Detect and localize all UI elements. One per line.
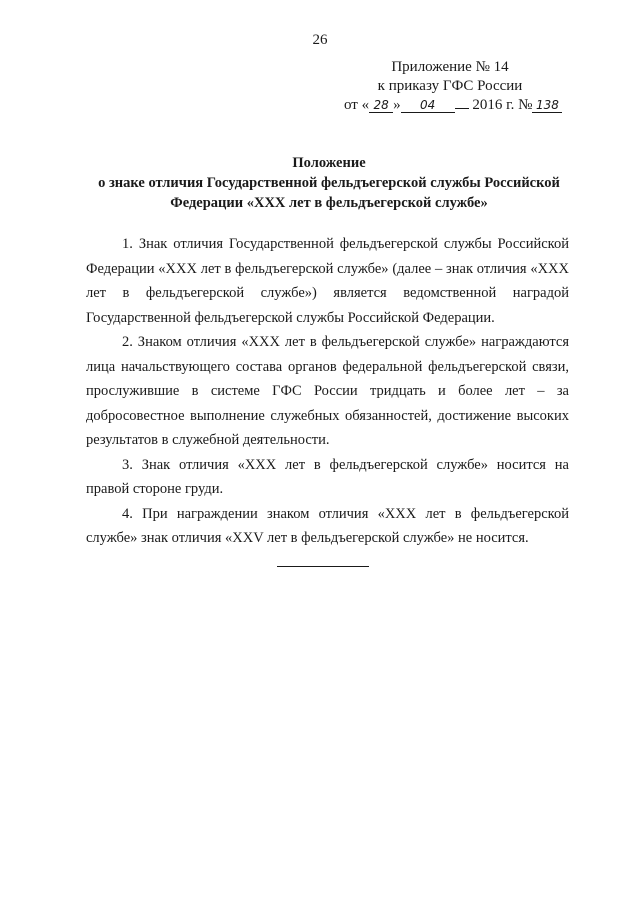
document-title <box>80 153 578 213</box>
handwritten-day: 28 <box>369 98 393 113</box>
document-body <box>86 232 569 551</box>
date-mid: » <box>393 97 401 113</box>
handwritten-order-number: 138 <box>532 98 562 113</box>
paragraph-4: 4. При награждении знаком отличия «ХХХ лет в фельдъегерской службе» знак отличия «XXV лет в фельдъегерской службе» не носится. <box>86 505 569 546</box>
date-year: 2016 г. № <box>472 97 533 113</box>
handwritten-month: 04 <box>401 98 455 113</box>
paragraph-2: 2. Знаком отличия «ХХХ лет в фельдъегерской службе» награждаются лица начальствующего состава органов федеральной фельдъегерской связи, прослужившие в системе ГФС России тридцать и более лет – за добросовестное выполнение служебных обязанностей, достижение высоких результатов в служебной деятельности. <box>86 334 569 448</box>
date-blank-line <box>455 96 469 109</box>
title-line-1: Положение <box>292 155 366 171</box>
appendix-order-reference: к приказу ГФС России <box>377 78 523 94</box>
date-prefix: от « <box>344 97 370 113</box>
title-line-2: о знаке отличия Государственной фельдъегерской службы Российской <box>98 175 560 191</box>
paragraph-1: 1. Знак отличия Государственной фельдъегерской службы Российской Федерации «ХХХ лет в фельдъегерской службе» (далее – знак отличия «ХХХ лет в фельдъегерской службе») является ведомственной наградой Государственной фельдъегерской службы Российской Федерации. <box>86 236 569 326</box>
title-line-3: Федерации «ХХХ лет в фельдъегерской службе» <box>170 195 488 211</box>
appendix-number: Приложение № 14 <box>391 59 509 75</box>
paragraph-3: 3. Знак отличия «ХХХ лет в фельдъегерской службе» носится на правой стороне груди. <box>86 456 569 497</box>
appendix-date-line <box>344 96 560 115</box>
end-separator-line <box>277 566 369 567</box>
appendix-header <box>340 58 560 115</box>
page-number: 26 <box>312 32 328 48</box>
